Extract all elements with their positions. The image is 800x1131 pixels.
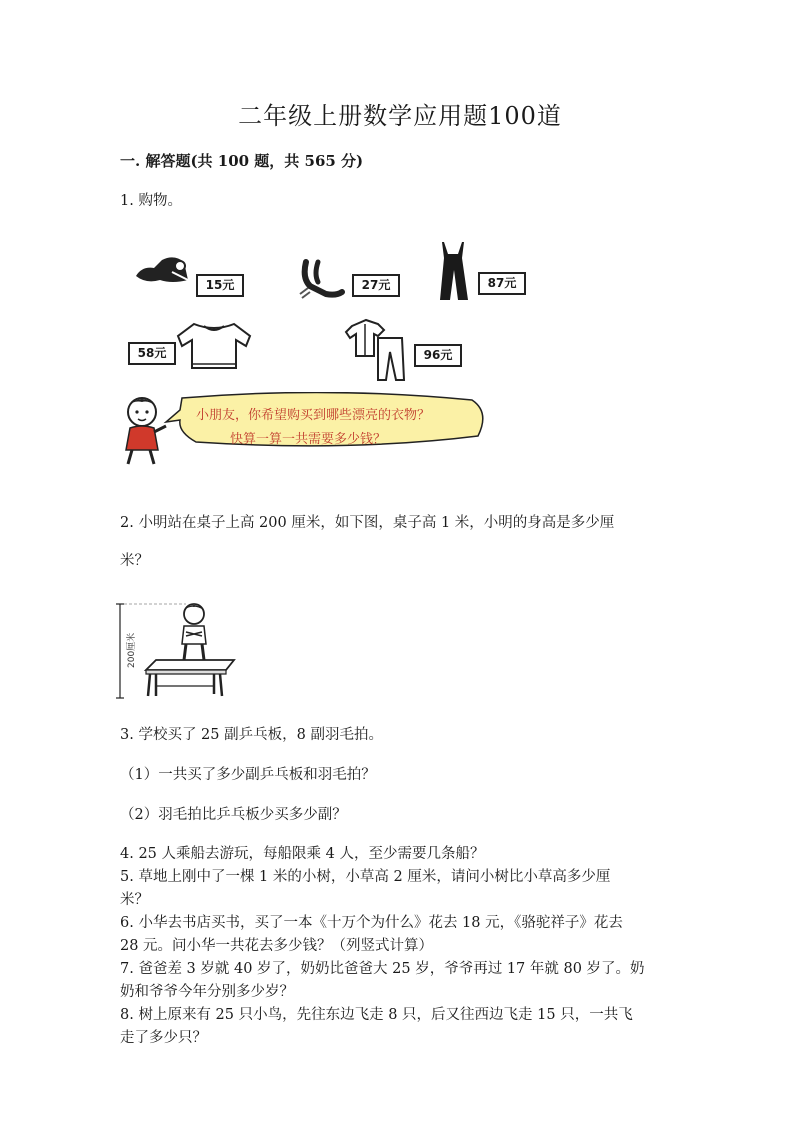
shopping-illustration xyxy=(118,236,538,472)
sweater-icon xyxy=(174,320,254,372)
question-2-line-2: 米？ xyxy=(120,553,149,569)
question-6-line-2: 28 元。问小华一共花去多少钱？（列竖式计算） xyxy=(120,938,434,954)
bubble-line-2: 快算一算一共需要多少钱？ xyxy=(230,432,387,447)
table-boy-illustration xyxy=(116,598,246,704)
scarf-icon xyxy=(296,256,346,302)
price-tag-sweater: 58元 xyxy=(128,342,176,365)
question-3-text: 3. 学校买了 25 副乒乓板，8 副羽毛拍。 xyxy=(120,727,383,743)
bubble-line-1: 小朋友，你希望购买到哪些漂亮的衣物？ xyxy=(196,408,431,423)
price-tag-shirt-pants: 96元 xyxy=(414,344,462,367)
question-8-line-1: 8. 树上原来有 25 只小鸟，先往东边飞走 8 只，后又往西边飞走 15 只，一共飞 xyxy=(120,1007,633,1023)
question-3-sub-2: （2）羽毛拍比乒乓板少买多少副？ xyxy=(120,807,347,823)
question-5-line-2: 米？ xyxy=(120,892,149,908)
document-title: 二年级上册数学应用题100道 xyxy=(238,102,562,130)
question-2-line-1: 2. 小明站在桌子上高 200 厘米，如下图，桌子高 1 米，小明的身高是多少厘 xyxy=(120,515,615,531)
section-heading: 一. 解答题(共 100 题，共 565 分) xyxy=(120,152,364,170)
price-tag-hat: 15元 xyxy=(196,274,244,297)
shirt-pants-icon xyxy=(344,316,408,384)
question-1-text: 1. 购物。 xyxy=(120,193,182,209)
question-7-line-2: 奶和爷爷今年分别多少岁？ xyxy=(120,984,294,1000)
question-3-sub-1: （1）一共买了多少副乒乓板和羽毛拍？ xyxy=(120,767,376,783)
price-tag-overalls: 87元 xyxy=(478,272,526,295)
ruler-label: 200厘米 xyxy=(127,632,137,668)
question-7-line-1: 7. 爸爸差 3 岁就 40 岁了，奶奶比爸爸大 25 岁，爷爷再过 17 年就 80 岁了。奶 xyxy=(120,961,645,977)
overalls-icon xyxy=(436,240,470,302)
question-5-line-1: 5. 草地上刚中了一棵 1 米的小树，小草高 2 厘米，请问小树比小草高多少厘 xyxy=(120,869,611,885)
question-6-line-1: 6. 小华去书店买书，买了一本《十万个为什么》花去 18 元，《骆驼祥子》花去 xyxy=(120,915,623,931)
price-tag-scarf: 27元 xyxy=(352,274,400,297)
question-8-line-2: 走了多少只？ xyxy=(120,1030,207,1046)
hat-icon xyxy=(132,250,194,290)
question-4-text: 4. 25 人乘船去游玩，每船限乘 4 人，至少需要几条船？ xyxy=(120,846,485,862)
